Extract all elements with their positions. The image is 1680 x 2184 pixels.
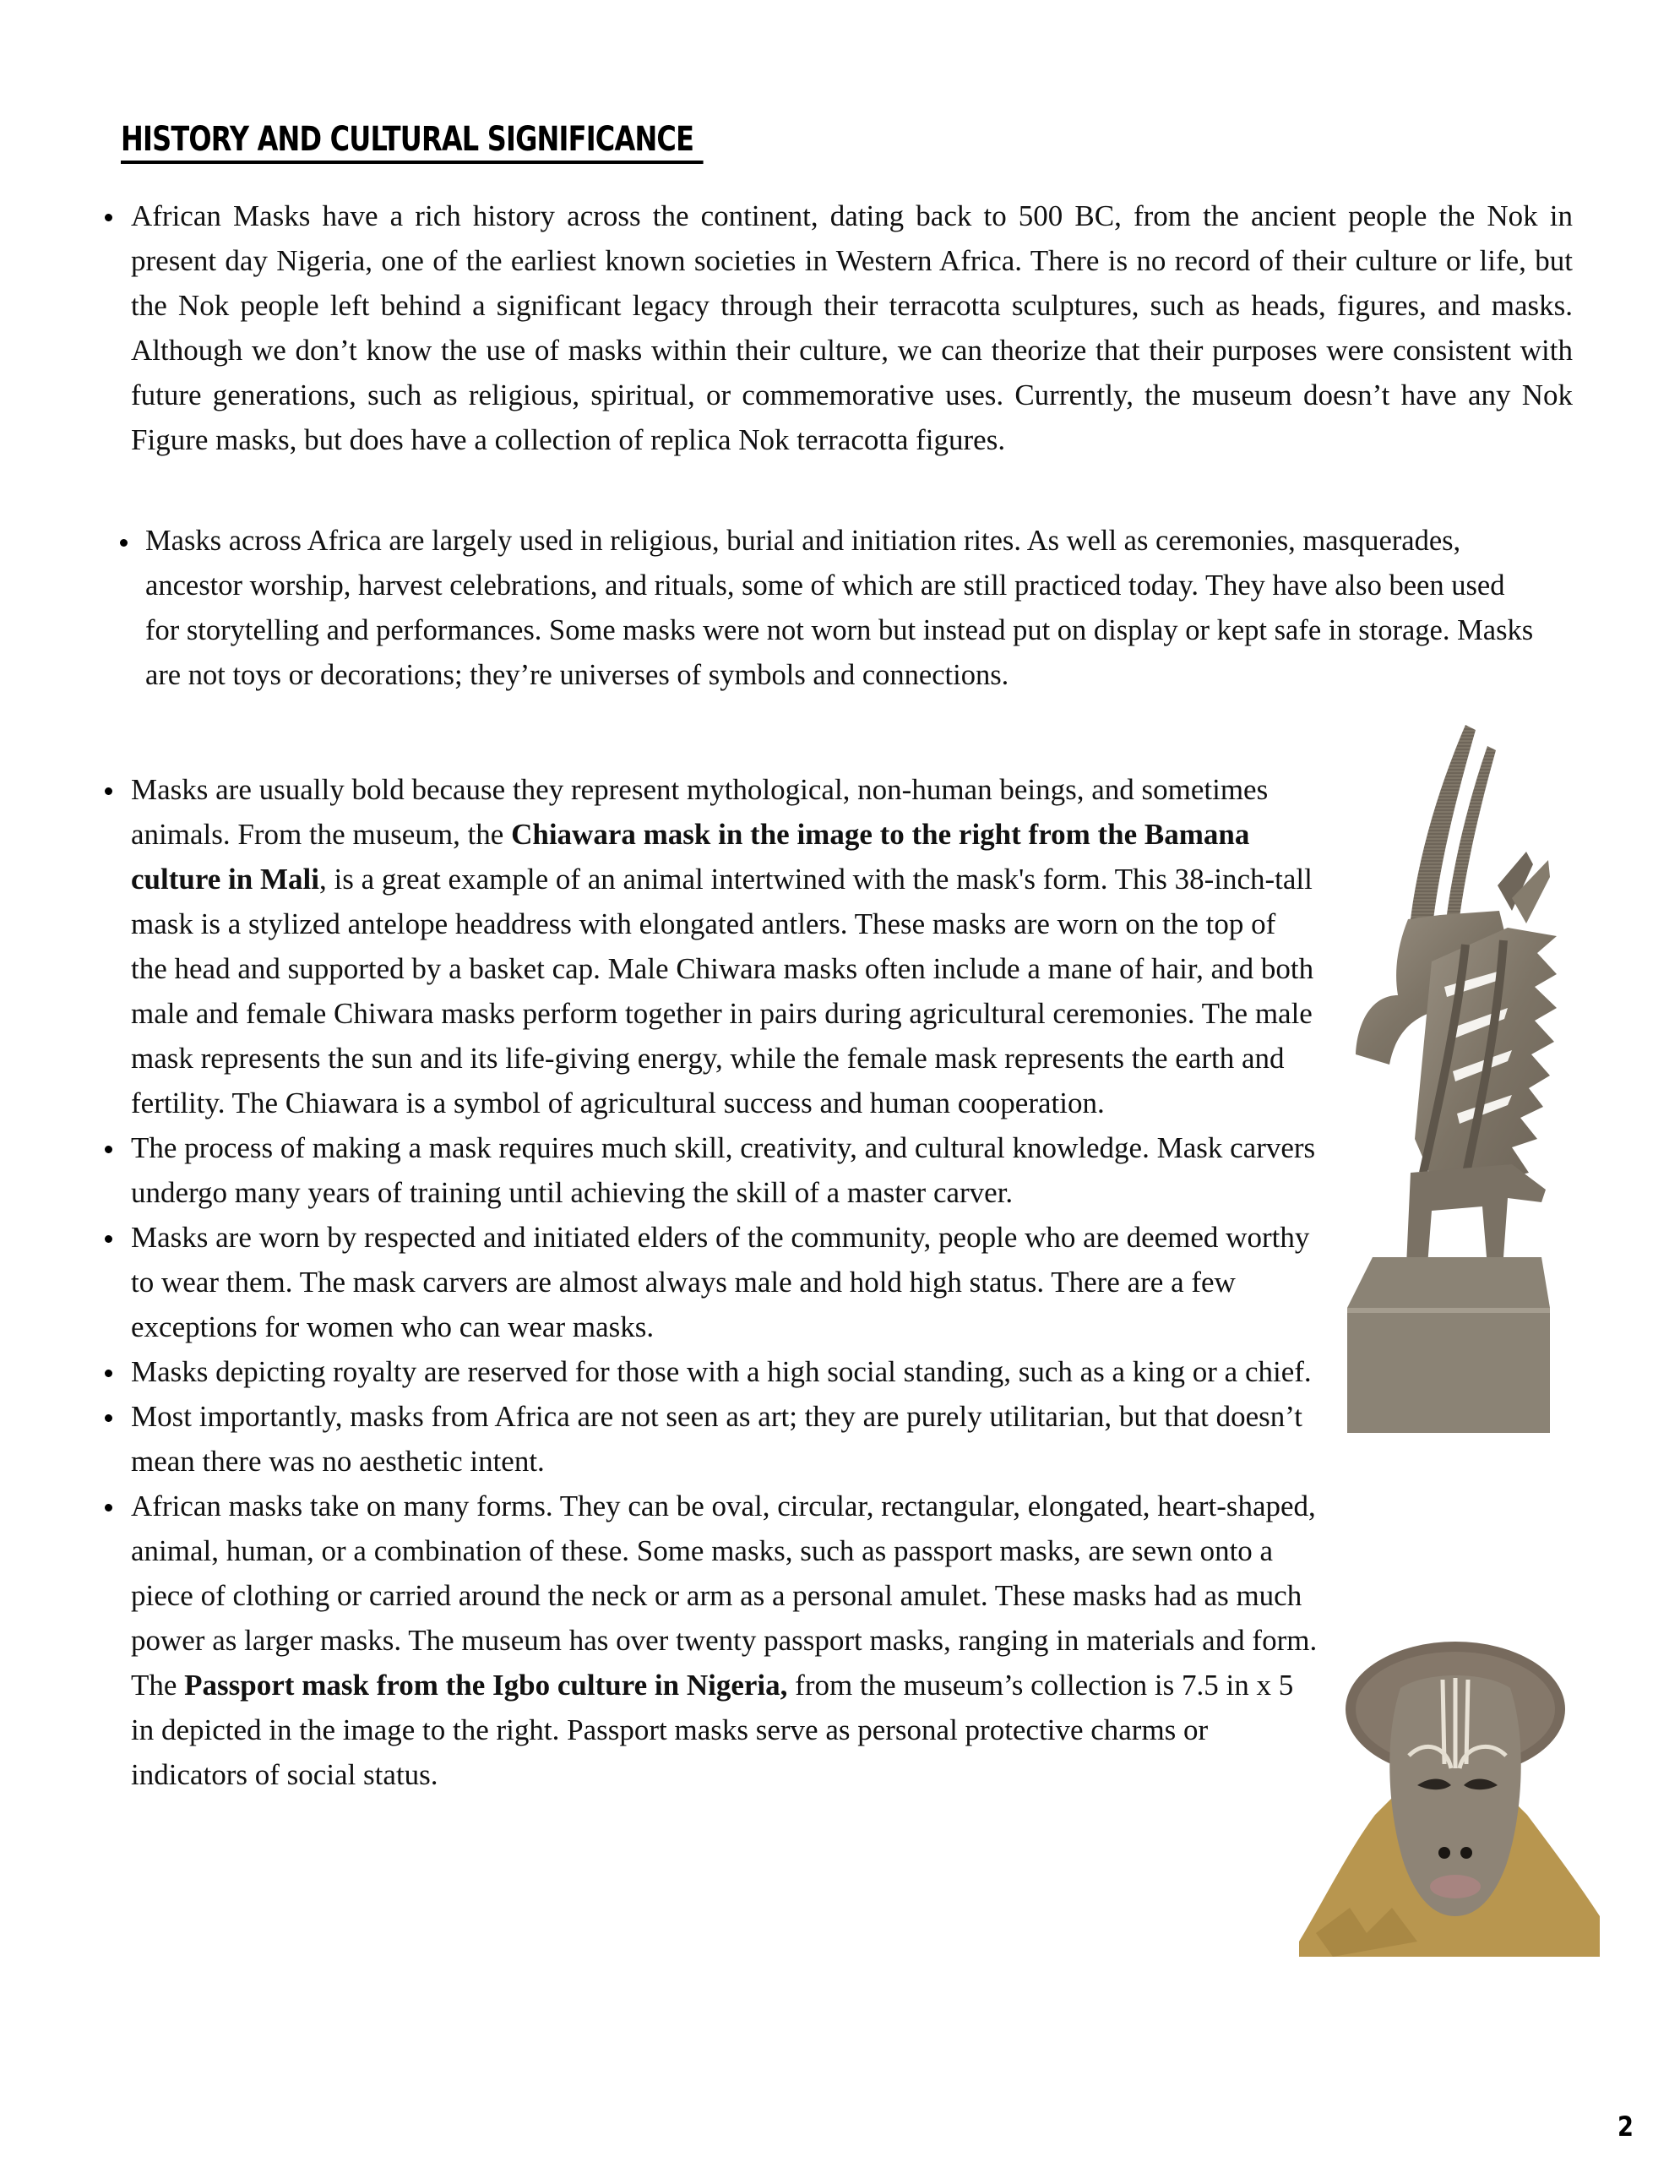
paragraph-text: Masks depicting royalty are reserved for those with a high social standing, such as a king or a chief. [131,1355,1312,1388]
list-item-wearers [131,1215,1318,1349]
mask-uses-block [145,519,1539,698]
paragraph-text: African masks take on many forms. They can be oval, circular, rectangular, elongated, heart-shaped, animal, human, or a combination of these. Some masks, such as passport masks, are sewn onto a piece of clothing or carried around the neck or arm as a personal amulet. These masks had as much power as larger masks. The museum has over twenty passport masks, ranging in materials and form. The Passport mask from the Igbo culture in Nigeria, from the museum’s collection is 7.5 in x 5 in depicted in the image to the right. Passport masks serve as personal protective charms or indicators of social status. [131,1490,1318,1791]
mask-details-block [131,767,1318,1797]
bullet-icon [105,1235,112,1243]
passport-mask-image [1299,1629,1600,1957]
bullet-icon [105,214,112,221]
list-item-forms [131,1484,1318,1797]
list-item-carving [131,1125,1318,1215]
list-item [131,193,1573,462]
chiwara-mask-image [1339,716,1557,1433]
paragraph-text: African Masks have a rich history across the continent, dating back to 500 BC, from the ancient people the Nok in present day Nigeria, one of the earliest known societies in Western Africa. There is no record of their culture or life, but the Nok people left behind a significant legacy through their terracotta sculptures, such as heads, figures, and masks. Although we don’t know the use of masks within their culture, we can theorize that their purposes were consistent with future generations, such as religious, spiritual, or commemorative uses. Currently, the museum doesn’t have any Nok Figure masks, but does have a collection of replica Nok terracotta figures. [131,199,1573,456]
paragraph-text: Most importantly, masks from Africa are not seen as art; they are purely utilitarian, but that doesn’t mean there was no aesthetic intent. [131,1400,1302,1478]
bullet-icon [105,1146,112,1153]
paragraph-text: The process of making a mask requires much skill, creativity, and cultural knowledge. Mask carvers undergo many years of training until achieving the skill of a master carver. [131,1131,1316,1209]
bullet-icon [105,1370,112,1377]
bullet-icon [120,539,128,547]
page-number: 2 [1617,2110,1634,2143]
bullet-list [145,519,1539,698]
list-item-chiwara [131,767,1318,1125]
bullet-icon [105,787,112,795]
list-item-utilitarian [131,1394,1318,1484]
list-item-royalty [131,1349,1318,1394]
paragraph-text: Masks across Africa are largely used in religious, burial and initiation rites. As well as ceremonies, masquerades, ancestor worship, harvest celebrations, and rituals, some of which are still practiced today. They have also been used for storytelling and performances. Some masks were not worn but instead put on display or kept safe in storage. Masks are not toys or decorations; they’re universes of symbols and connections. [145,525,1534,691]
paragraph-text: Masks are usually bold because they represent mythological, non-human beings, and sometimes animals. From the museum, the Chiawara mask in the image to the right from the Bamana culture in Mali, is a great example of an animal intertwined with the mask's form. This 38-inch-tall mask is a stylized antelope headdress with elongated antlers. These masks are worn on the top of the head and supported by a basket cap. Male Chiwara masks often include a mane of hair, and both male and female Chiwara masks perform together in pairs during agricultural ceremonies. The male mask represents the sun and its life-giving energy, while the female mask represents the earth and fertility. The Chiawara is a symbol of agricultural success and human cooperation. [131,773,1314,1119]
section-heading: HISTORY AND CULTURAL SIGNIFICANCE [121,120,703,164]
bold-reference: Passport mask from the Igbo culture in Nigeria, [184,1669,788,1702]
bullet-icon [105,1414,112,1422]
bullet-list [131,767,1318,1797]
nok-history-block [131,193,1573,462]
bold-reference: Chiawara mask in the image to the right from the Bamana culture in Mali [131,818,1250,896]
list-item [145,519,1539,698]
paragraph-text: Masks are worn by respected and initiated elders of the community, people who are deemed worthy to wear them. The mask carvers are almost always male and hold high status. There are a few exceptions for women who can wear masks. [131,1221,1310,1343]
bullet-list [131,193,1573,462]
bullet-icon [105,1504,112,1511]
